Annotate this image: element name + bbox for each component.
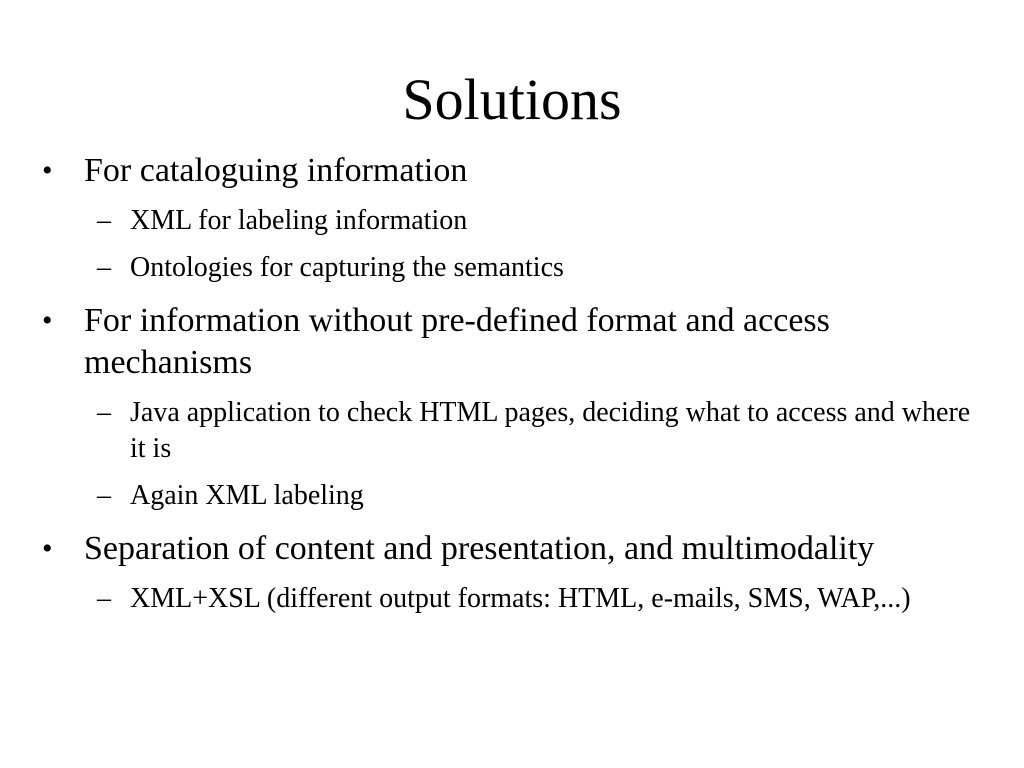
bullet-text: For information without pre-defined format and access mechanisms: [84, 302, 830, 381]
bullet-list: [38, 150, 978, 617]
bullet-text: Separation of content and presentation, and multimodality: [84, 530, 875, 567]
sub-bullet-text: Again XML labeling: [130, 480, 364, 511]
bullet-item: [38, 150, 978, 286]
bullet-text: For cataloguing information: [84, 152, 468, 189]
bullet-marker: •: [42, 532, 53, 565]
sub-bullet-marker: –: [97, 583, 111, 614]
sub-bullet-item: [84, 478, 978, 514]
sub-bullet-item: [84, 203, 978, 239]
sub-bullet-list: [84, 581, 978, 617]
sub-bullet-text: Java application to check HTML pages, deciding what to access and where it is: [130, 397, 971, 464]
sub-bullet-text: XML for labeling information: [130, 205, 468, 236]
sub-bullet-item: [84, 395, 978, 467]
bullet-item: [38, 528, 978, 617]
sub-bullet-marker: –: [97, 252, 111, 283]
sub-bullet-marker: –: [97, 397, 111, 428]
sub-bullet-marker: –: [97, 205, 111, 236]
sub-bullet-list: [84, 395, 978, 514]
bullet-marker: •: [42, 304, 53, 337]
bullet-marker: •: [42, 154, 53, 187]
sub-bullet-text: Ontologies for capturing the semantics: [130, 252, 564, 283]
sub-bullet-item: [84, 581, 978, 617]
sub-bullet-item: [84, 250, 978, 286]
sub-bullet-marker: –: [97, 480, 111, 511]
bullet-item: [38, 300, 978, 514]
sub-bullet-list: [84, 203, 978, 286]
slide-title: Solutions: [402, 67, 622, 132]
sub-bullet-text: XML+XSL (different output formats: HTML, e-mails, SMS, WAP,...): [130, 583, 911, 614]
